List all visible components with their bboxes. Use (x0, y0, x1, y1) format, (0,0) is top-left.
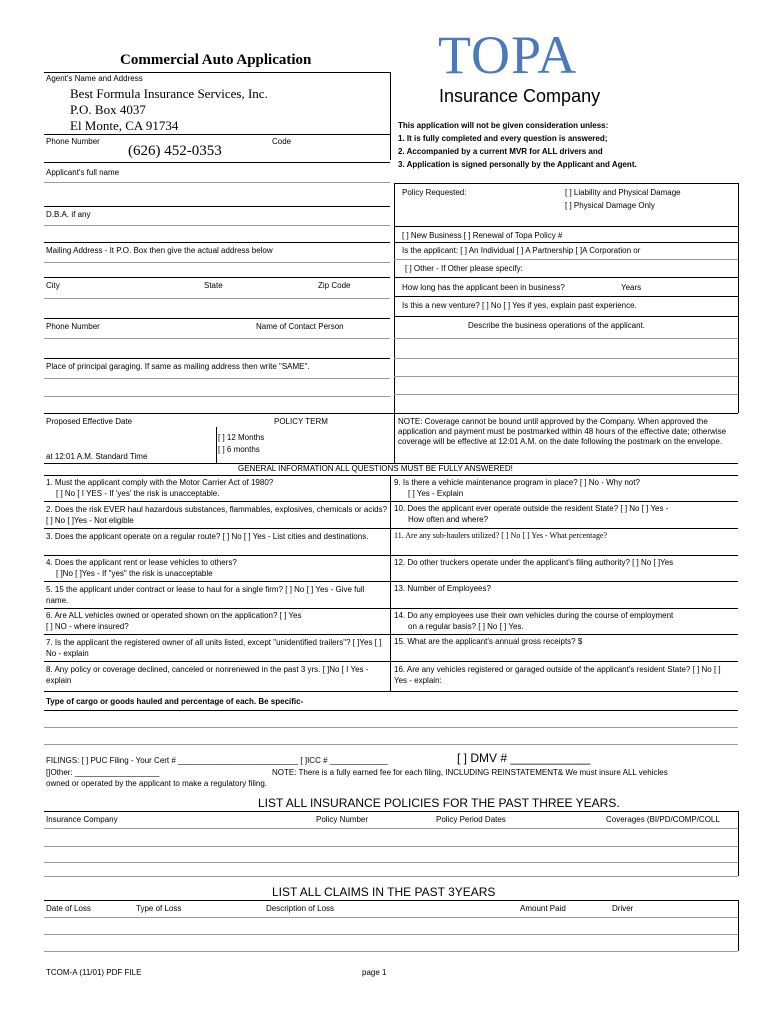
question-6-answer[interactable]: [ ] NO - where insured? (46, 622, 129, 631)
claims-heading: LIST ALL CLAIMS IN THE PAST 3YEARS (272, 885, 496, 899)
col-coverages: Coverages (BI/PD/COMP/COLL (606, 815, 720, 824)
term-6-months-option[interactable]: [ ] 6 months (218, 445, 260, 454)
question-12[interactable]: 12. Do other truckers operate under the applicant's filing authority? [ ] No [ ]Yes (394, 558, 674, 567)
business-operations-label[interactable]: Describe the business operations of the applicant. (468, 321, 645, 330)
agent-phone-label: Phone Number (46, 137, 100, 146)
question-5[interactable]: 5. 15 the applicant under contract or lease to haul for a single firm? [ ] No [ ] Yes - Give full name. (46, 585, 365, 605)
mailing-address-label[interactable]: Mailing Address - It P.O. Box then give the actual address below (46, 246, 273, 255)
notice-item-3: 3. Application is signed personally by the Applicant and Agent. (398, 160, 637, 169)
agent-code-label: Code (272, 137, 292, 146)
col-driver: Driver (612, 904, 634, 913)
filings-line[interactable]: FILINGS: [ ] PUC Filing - Your Cert # ___________________________ [ ]ICC # _____________ (46, 756, 388, 765)
col-insurance-company: Insurance Company (46, 815, 118, 824)
zip-label[interactable]: Zip Code (318, 281, 351, 290)
applicant-type-option[interactable]: Is the applicant: [ ] An Individual [ ] A Partnership [ ]A Corporation or (402, 246, 641, 255)
policy-requested-label: Policy Requested: (402, 188, 467, 197)
effective-date-label[interactable]: Proposed Effective Date (46, 417, 133, 426)
standard-time-label: at 12:01 A.M. Standard Time (46, 452, 148, 461)
col-type-of-loss: Type of Loss (136, 904, 182, 913)
phone-label[interactable]: Phone Number (46, 322, 100, 331)
filings-note-cont: owned or operated by the applicant to make a regulatory filing. (46, 779, 268, 788)
col-description-of-loss: Description of Loss (266, 904, 335, 913)
dba-label[interactable]: D.B.A. if any (46, 210, 91, 219)
question-11[interactable]: 11. Are any sub-haulers utilized? [ ] No [ ] Yes - What percentage? (394, 531, 608, 540)
question-8[interactable]: 8. Any policy or coverage declined, canceled or nonrenewed in the past 3 yrs. [ ]No [ I Yes - explain (46, 665, 369, 685)
question-3[interactable]: 3. Does the applicant operate on a regular route? [ ] No [ ] Yes - List cities and destinations. (46, 532, 369, 541)
new-venture-option[interactable]: Is this a new venture? [ ] No [ ] Yes if yes, explain past experience. (402, 301, 637, 310)
col-amount-paid: Amount Paid (520, 904, 566, 913)
notice-item-2: 2. Accompanied by a current MVR for ALL drivers and (398, 147, 603, 156)
city-label[interactable]: City (46, 281, 60, 290)
question-13[interactable]: 13. Number of Employees? (394, 584, 491, 593)
dmv-filing[interactable]: [ ] DMV # ____________ (457, 751, 591, 765)
col-policy-number: Policy Number (316, 815, 369, 824)
question-1-answer[interactable]: [ ] No [ I YES - If 'yes' the risk is unacceptable. (56, 489, 220, 498)
liability-physdamage-option[interactable]: [ ] Liability and Physical Damage (565, 188, 681, 197)
question-15[interactable]: 15. What are the applicant's annual gross receipts? $ (394, 637, 583, 646)
question-10[interactable]: 10. Does the applicant ever operate outside the resident State? [ ] No [ ] Yes - (394, 504, 669, 513)
agent-phone-value: (626) 452-0353 (128, 143, 222, 159)
question-14[interactable]: 14. Do any employees use their own vehicles during the course of employment (394, 611, 674, 620)
notice-item-1: 1. It is fully completed and every question is answered; (398, 134, 608, 143)
question-1[interactable]: 1. Must the applicant comply with the Motor Carrier Act of 1980? (46, 478, 274, 487)
agent-address-line: P.O. Box 4037 (70, 102, 146, 117)
question-6[interactable]: 6. Are ALL vehicles owned or operated shown on the application? [ ] Yes (46, 611, 302, 620)
question-10-answer[interactable]: How often and where? (408, 515, 489, 524)
years-in-business-label[interactable]: How long has the applicant been in business? (402, 283, 565, 292)
general-info-heading: GENERAL INFORMATION ALL QUESTIONS MUST BE FULLY ANSWERED! (238, 464, 513, 473)
policy-term-label: POLICY TERM (274, 417, 328, 426)
filings-note: NOTE: There is a fully earned fee for each filing, INCLUDING REINSTATEMENT& We must insure ALL vehicles (272, 768, 668, 777)
question-9-answer[interactable]: [ ] Yes - Explain (408, 489, 464, 498)
form-title: Commercial Auto Application (120, 52, 312, 68)
coverage-note: NOTE: Coverage cannot be bound until approved by the Company. When approved the application and payment must be postmarked within 48 hours of the effective date; otherwise coverage will be effective at 12:01 A.M. on the date following the postmark on the envelope. (398, 417, 727, 446)
notice-intro: This application will not be given consideration unless: (398, 121, 609, 130)
question-4[interactable]: 4. Does the applicant rent or lease vehicles to others? (46, 558, 237, 567)
col-policy-period: Policy Period Dates (436, 815, 506, 824)
term-12-months-option[interactable]: [ ] 12 Months (218, 433, 265, 442)
cargo-label[interactable]: Type of cargo or goods hauled and percentage of each. Be specific- (46, 697, 304, 706)
col-date-of-loss: Date of Loss (46, 904, 91, 913)
applicant-name-label[interactable]: Applicant's full name (46, 168, 120, 177)
garaging-label[interactable]: Place of principal garaging. If same as mailing address then write "SAME". (46, 362, 310, 371)
brand-subtitle: Insurance Company (439, 86, 601, 106)
page-number: page 1 (362, 968, 387, 977)
agent-label: Agent's Name and Address (46, 74, 143, 83)
physdamage-only-option[interactable]: [ ] Physical Damage Only (565, 201, 655, 210)
new-business-renewal-option[interactable]: [ ] New Business [ ] Renewal of Topa Policy # (402, 231, 563, 240)
form-id: TCOM-A (11/01) PDF FILE (46, 968, 142, 977)
state-label[interactable]: State (204, 281, 223, 290)
brand-logo-topa: TOPA (438, 25, 578, 85)
policies-heading: LIST ALL INSURANCE POLICIES FOR THE PAST THREE YEARS. (258, 796, 620, 810)
contact-person-label[interactable]: Name of Contact Person (256, 322, 344, 331)
question-9[interactable]: 9. Is there a vehicle maintenance program in place? [ ] No - Why not? (394, 478, 640, 487)
agent-name: Best Formula Insurance Services, Inc. (70, 86, 268, 101)
applicant-type-other[interactable]: [ ] Other - If Other please specify: (405, 264, 523, 273)
years-label: Years (621, 283, 642, 292)
question-2[interactable]: 2. Does the risk EVER haul hazardous substances, flammables, explosives, chemicals or acids? [ ] No [ ]Yes - Not eligible (46, 505, 388, 525)
question-14-answer[interactable]: on a regular basis? [ ] No [ ] Yes. (408, 622, 524, 631)
question-16[interactable]: 16. Are any vehicles registered or garaged outside of the applicant's resident State? [ ] No [ ] Yes - explain: (394, 665, 721, 685)
question-7[interactable]: 7. Is the applicant the registered owner of all units listed, except "unidentified trailers"? [ ]Yes [ ] No - explain (46, 638, 382, 658)
question-4-answer[interactable]: [ ]No [ ]Yes - If "yes" the risk is unacceptable (56, 569, 213, 578)
agent-city-line: El Monte, CA 91734 (70, 118, 179, 133)
filings-other[interactable]: []Other: ___________________ (46, 768, 160, 777)
